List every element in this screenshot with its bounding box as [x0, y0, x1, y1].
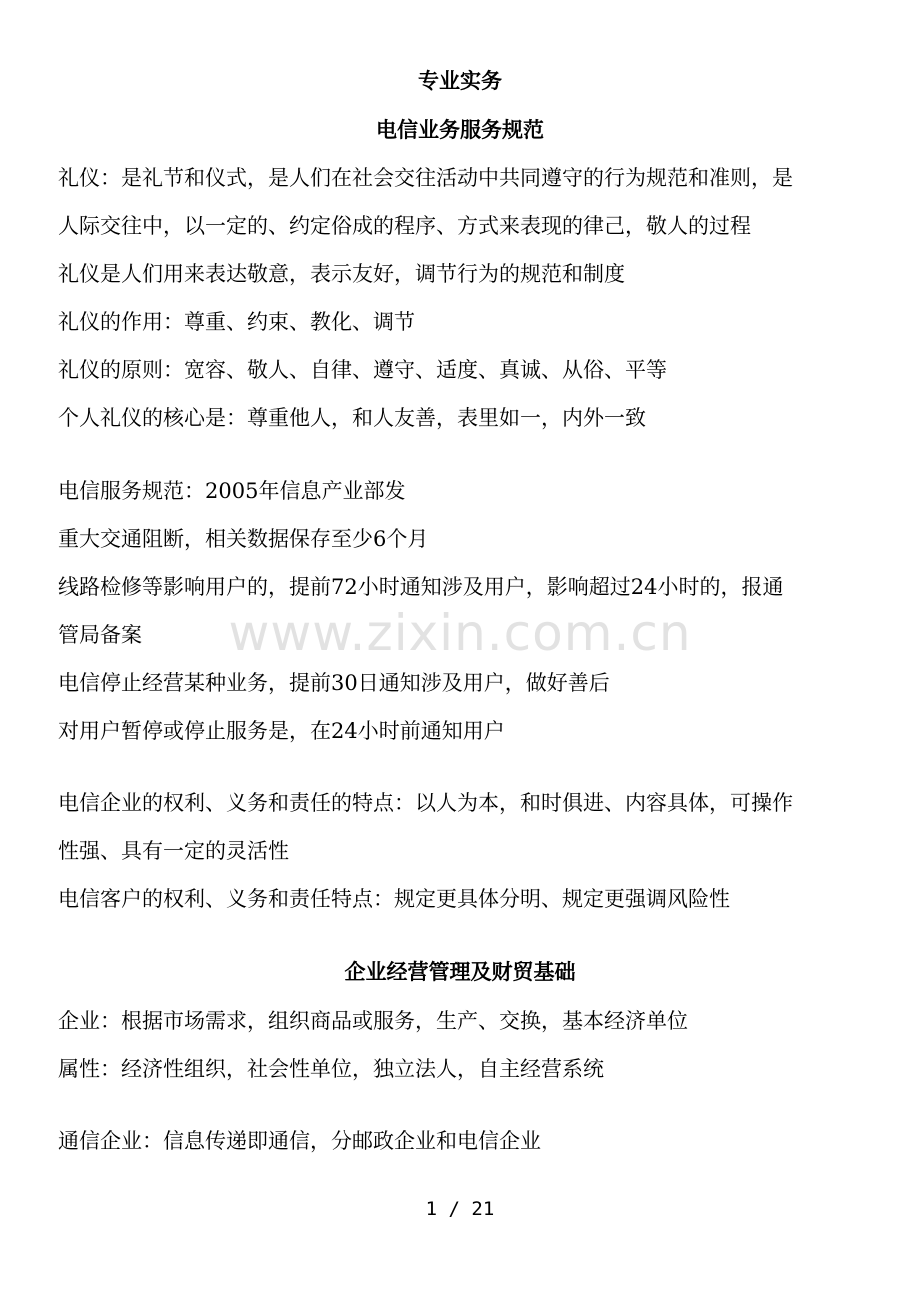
section-title-service-norms: 电信业务服务规范 [376, 117, 544, 142]
section-title-management: 企业经营管理及财贸基础 [344, 959, 576, 984]
paragraph-line: 礼仪：是礼节和仪式，是人们在社会交往活动中共同遵守的行为规范和准则，是 [58, 166, 793, 190]
paragraph-line: 性强、具有一定的灵活性 [58, 839, 289, 863]
paragraph-line: 礼仪的作用：尊重、约束、教化、调节 [58, 310, 415, 334]
doc-title: 专业实务 [418, 68, 502, 93]
paragraph-line: 属性：经济性组织，社会性单位，独立法人，自主经营系统 [58, 1057, 604, 1081]
paragraph-line: 通信企业：信息传递即通信，分邮政企业和电信企业 [58, 1129, 541, 1153]
paragraph-line: 人际交往中，以一定的、约定俗成的程序、方式来表现的律己，敬人的过程 [58, 214, 751, 238]
watermark: www.zixin.com.cn [228, 604, 692, 662]
paragraph-line: 礼仪的原则：宽容、敬人、自律、遵守、适度、真诚、从俗、平等 [58, 358, 667, 382]
paragraph-line: 对用户暂停或停止服务是，在24小时前通知用户 [58, 719, 505, 743]
paragraph-line: 重大交通阻断，相关数据保存至少6个月 [58, 527, 429, 551]
paragraph-line: 礼仪是人们用来表达敬意，表示友好，调节行为的规范和制度 [58, 262, 625, 286]
paragraph-line: 电信停止经营某种业务，提前30日通知涉及用户，做好善后 [58, 671, 610, 695]
paragraph-line: 线路检修等影响用户的，提前72小时通知涉及用户，影响超过24小时的，报通 [58, 575, 784, 599]
paragraph-line: 电信企业的权利、义务和责任的特点：以人为本，和时俱进、内容具体，可操作 [58, 791, 793, 815]
paragraph-line: 企业：根据市场需求，组织商品或服务，生产、交换，基本经济单位 [58, 1009, 688, 1033]
paragraph-line: 电信客户的权利、义务和责任特点：规定更具体分明、规定更强调风险性 [58, 887, 730, 911]
paragraph-line: 电信服务规范：2005年信息产业部发 [58, 479, 406, 503]
paragraph-line: 管局备案 [58, 623, 142, 647]
page-number: 1 / 21 [425, 1198, 495, 1220]
paragraph-line: 个人礼仪的核心是：尊重他人，和人友善，表里如一，内外一致 [58, 406, 646, 430]
